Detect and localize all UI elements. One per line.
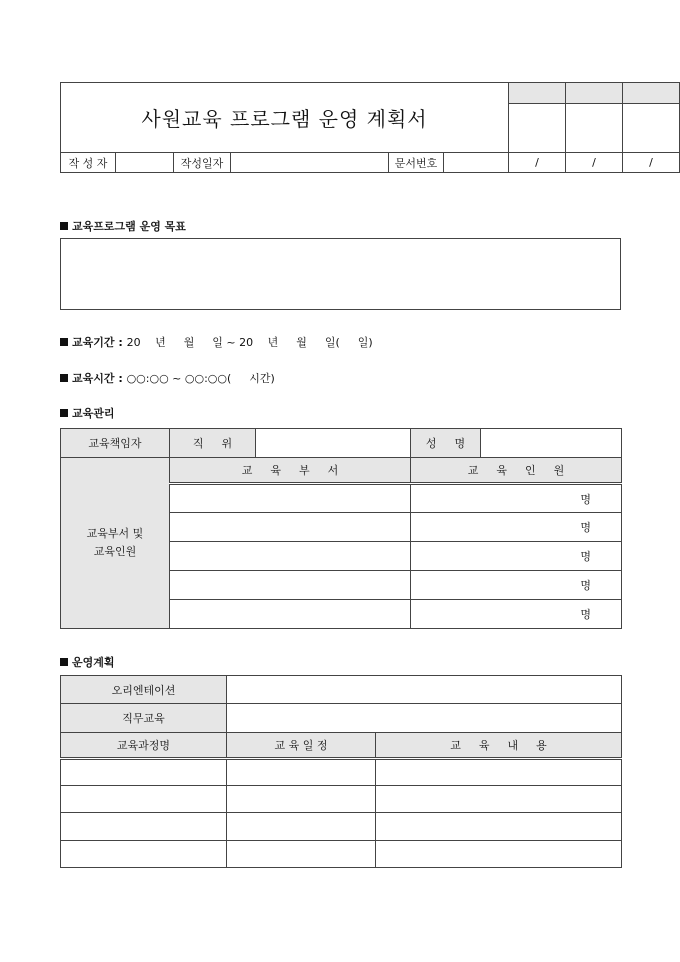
dept-field[interactable] — [170, 484, 411, 513]
dept-field[interactable] — [170, 600, 411, 629]
orientation-label: 오리엔테이션 — [61, 676, 227, 704]
period-value[interactable]: 20 년 월 일 ~ 20 년 월 일( 일) — [126, 336, 373, 349]
schedule-field[interactable] — [227, 840, 376, 867]
content-field[interactable] — [376, 758, 622, 785]
people-field[interactable]: 명 — [411, 542, 622, 571]
period-line — [60, 334, 373, 350]
time-heading: 교육시간 : — [72, 372, 123, 385]
time-value[interactable]: ○○:○○ ~ ○○:○○( 시간) — [126, 372, 275, 385]
docno-label: 문서번호 — [389, 153, 444, 173]
approval-date-2[interactable]: / — [566, 153, 623, 173]
job-training-label: 직무교육 — [61, 704, 227, 732]
management-heading: 교육관리 — [60, 405, 115, 421]
period-heading: 교육기간 : — [72, 336, 123, 349]
schedule-field[interactable] — [227, 758, 376, 785]
orientation-field[interactable] — [227, 676, 622, 704]
management-table — [60, 428, 622, 629]
content-field[interactable] — [376, 813, 622, 840]
square-bullet-icon — [60, 222, 68, 230]
date-field[interactable] — [231, 153, 389, 173]
time-line — [60, 370, 275, 386]
approval-header-1 — [509, 83, 566, 104]
manager-label: 교육책임자 — [61, 429, 170, 458]
dept-field[interactable] — [170, 513, 411, 542]
header-table — [60, 82, 680, 173]
approval-date-1[interactable]: / — [509, 153, 566, 173]
approval-date-3[interactable]: / — [623, 153, 680, 173]
people-column-header: 교 육 인 원 — [411, 458, 622, 484]
content-field[interactable] — [376, 840, 622, 867]
goal-textbox[interactable] — [60, 238, 621, 310]
date-label: 작성일자 — [174, 153, 231, 173]
course-field[interactable] — [61, 786, 227, 813]
dept-column-header: 교 육 부 서 — [170, 458, 411, 484]
job-training-field[interactable] — [227, 704, 622, 732]
content-column-header: 교 육 내 용 — [376, 732, 622, 758]
author-label: 작 성 자 — [61, 153, 116, 173]
course-field[interactable] — [61, 758, 227, 785]
plan-table — [60, 675, 622, 868]
position-field[interactable] — [256, 429, 411, 458]
goal-heading: 교육프로그램 운영 목표 — [60, 218, 186, 234]
people-field[interactable]: 명 — [411, 484, 622, 513]
people-field[interactable]: 명 — [411, 600, 622, 629]
people-field[interactable]: 명 — [411, 571, 622, 600]
dept-people-label: 교육부서 및 교육인원 — [61, 458, 170, 629]
schedule-field[interactable] — [227, 813, 376, 840]
schedule-field[interactable] — [227, 786, 376, 813]
dept-field[interactable] — [170, 542, 411, 571]
content-field[interactable] — [376, 786, 622, 813]
square-bullet-icon — [60, 409, 68, 417]
course-column-header: 교육과정명 — [61, 732, 227, 758]
dept-field[interactable] — [170, 571, 411, 600]
name-label: 성 명 — [411, 429, 481, 458]
plan-heading: 운영계획 — [60, 654, 115, 670]
course-field[interactable] — [61, 813, 227, 840]
approval-sign-2[interactable] — [566, 104, 623, 153]
approval-header-2 — [566, 83, 623, 104]
approval-sign-3[interactable] — [623, 104, 680, 153]
square-bullet-icon — [60, 658, 68, 666]
author-field[interactable] — [116, 153, 174, 173]
docno-field[interactable] — [444, 153, 509, 173]
people-field[interactable]: 명 — [411, 513, 622, 542]
document-title: 사원교육 프로그램 운영 계획서 — [61, 83, 509, 153]
square-bullet-icon — [60, 374, 68, 382]
approval-header-3 — [623, 83, 680, 104]
position-label: 직 위 — [170, 429, 256, 458]
square-bullet-icon — [60, 338, 68, 346]
approval-sign-1[interactable] — [509, 104, 566, 153]
course-field[interactable] — [61, 840, 227, 867]
schedule-column-header: 교 육 일 정 — [227, 732, 376, 758]
name-field[interactable] — [481, 429, 622, 458]
